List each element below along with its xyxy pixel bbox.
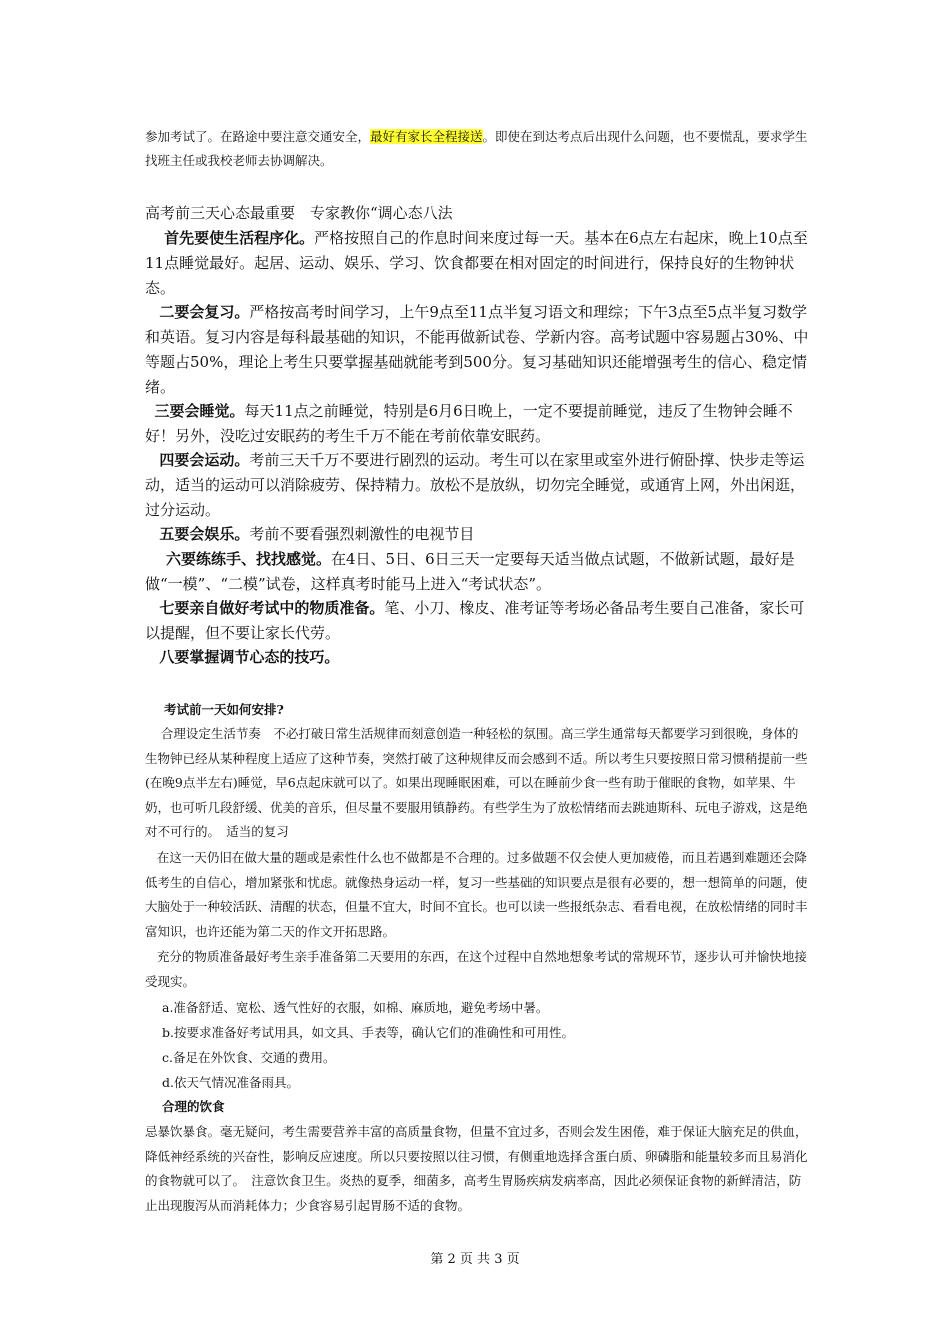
highlighted-text: 最好有家长全程接送 xyxy=(370,129,483,144)
tip-lead: 首先要使生活程序化。 xyxy=(164,229,315,247)
tip-text: 考前三天千万不要进行剧烈的运动。考生可以在家里或室外进行俯卧撑、快步走等运动，适当的运动可以消除疲劳、保持精力。放松不是放纵，切勿完全睡觉，或通宵上网，外出闲逛，过分运动。 xyxy=(145,451,806,519)
tip-lead: 三要会睡觉。 xyxy=(154,402,245,420)
intro-paragraph xyxy=(145,125,810,173)
tip-text: 在4日、5日、6日三天一定要每天适当做点试题，不做新试题，最好是做“一模”、“二模”试卷，这样真考时能马上进入“考试状态”。 xyxy=(145,550,795,593)
tip-2 xyxy=(145,300,810,400)
list-item: d.依天气情况准备雨具。 xyxy=(162,1075,299,1090)
tip-5 xyxy=(145,522,810,547)
tip-lead: 五要会娱乐。 xyxy=(159,525,250,543)
tip-text: 笔、小刀、橡皮、准考证等考场必备品考生要自己准备，家长可以提醒，但不要让家长代劳。 xyxy=(145,599,805,642)
list-item: b.按要求准备好考试用具，如文具、手表等，确认它们的准确性和可用性。 xyxy=(162,1025,574,1040)
intro-text: 参加考试了。在路途中要注意交通安全， xyxy=(145,129,371,144)
tip-text: 严格按高考时间学习，上午9点至11点半复习语文和理综；下午3点至5点半复习数学和英语。复习内容是每科最基础的知识，不能再做新试卷、学新内容。高考试题中容易题占30%、中等题占50%，理论上考生只要掌握基础就能考到500分。复习基础知识还能增强考生的信心、稳定情绪。 xyxy=(145,303,809,396)
body-paragraph: 忌暴饮暴食。毫无疑问，考生需要营养丰富的高质量食物，但量不宜过多，否则会发生困倦，难于保证大脑充足的供血，降低神经系统的兴奋性，影响反应速度。所以只要按照以往习惯，有侧重地选择含蛋白质、卵磷脂和能量较多而且易消化的食物就可以了。 注意饮食卫生。炎热的夏季，细菌多，高考生胃肠疾病发病率高，因此必须保证食物的新鲜清洁，防止出现腹泻从而消耗体力；少食容易引起胃肠不适的食物。 xyxy=(145,1124,808,1213)
tip-lead: 四要会运动。 xyxy=(159,451,250,469)
body-paragraph: 充分的物质准备最好考生亲手准备第二天要用的东西，在这个过程中自然地想象考试的常规环节，逐步认可并愉快地接受现实。 xyxy=(145,949,807,989)
tip-lead: 六要练练手、找找感觉。 xyxy=(165,550,331,568)
body-paragraph: 在这一天仍旧在做大量的题或是索性什么也不做都是不合理的。过多做题不仅会使人更加疲倦，而且若遇到难题还会降低考生的自信心，增加紧张和忧虑。就像热身运动一样，复习一些基础的知识要点是很有必要的，想一想简单的问题，使大脑处于一种较活跃、清醒的状态，但量不宜大，时间不宜长。也可以读一些报纸杂志、看看电视，在放松情绪的同时丰富知识，也许还能为第二天的作文开拓思路。 xyxy=(145,850,808,939)
tip-1 xyxy=(145,226,810,301)
tip-8 xyxy=(145,645,810,670)
list-item: a.准备舒适、宽松、透气性好的衣服，如棉、麻质地，避免考场中暑。 xyxy=(162,1000,549,1015)
page-footer: 第 2 页 共 3 页 xyxy=(430,1252,520,1267)
tip-text: 严格按照自己的作息时间来度过每一天。基本在6点左右起床，晚上10点至11点睡觉最好。起居、运动、娱乐、学习、饮食都要在相对固定的时间进行，保持良好的生物钟状态。 xyxy=(145,229,808,297)
list-item: c.备足在外饮食、交通的费用。 xyxy=(162,1050,336,1065)
tip-text: 考前不要看强烈刺激性的电视节目 xyxy=(249,525,475,543)
body-paragraph: 合理设定生活节奏 不必打破日常生活规律而刻意创造一种轻松的氛围。高三学生通常每天都要学习到很晚，身体的生物钟已经从某种程度上适应了这种节奏，突然打破了这种规律反而会感到不适。所以考生只要按照日常习惯稍提前一些(在晚9点半左右)睡觉，早6点起床就可以了。如果出现睡眠困难，可以在睡前少食一些有助于催眠的食物，如苹果、牛奶，也可听几段舒缓、优美的音乐，但尽量不要服用镇静药。有些学生为了放松情绪而去跳迪斯科、玩电子游戏，这是绝对不可行的。 适当的复习 xyxy=(145,726,808,839)
tip-3 xyxy=(145,399,810,449)
tip-lead: 二要会复习。 xyxy=(159,303,250,321)
tip-text: 每天11点之前睡觉，特别是6月6日晚上，一定不要提前睡觉，违反了生物钟会睡不好！另外，没吃过安眠药的考生千万不能在考前依靠安眠药。 xyxy=(145,402,793,445)
tip-6 xyxy=(145,547,810,597)
tip-4 xyxy=(145,448,810,523)
section-heading: 合理的饮食 xyxy=(162,1099,225,1114)
section-title: 高考前三天心态最重要 专家教你“调心态八法 xyxy=(145,204,453,222)
tip-lead: 七要亲自做好考试中的物质准备。 xyxy=(159,599,385,617)
section-heading: 考试前一天如何安排? xyxy=(164,702,284,717)
tip-lead: 八要掌握调节心态的技巧。 xyxy=(159,648,340,666)
intro-text-end: 。即使在到达考点后出现什么问题，也不要慌乱，要求学生找班主任或我校老师去协调解决。 xyxy=(145,129,808,168)
tip-7 xyxy=(145,596,810,646)
